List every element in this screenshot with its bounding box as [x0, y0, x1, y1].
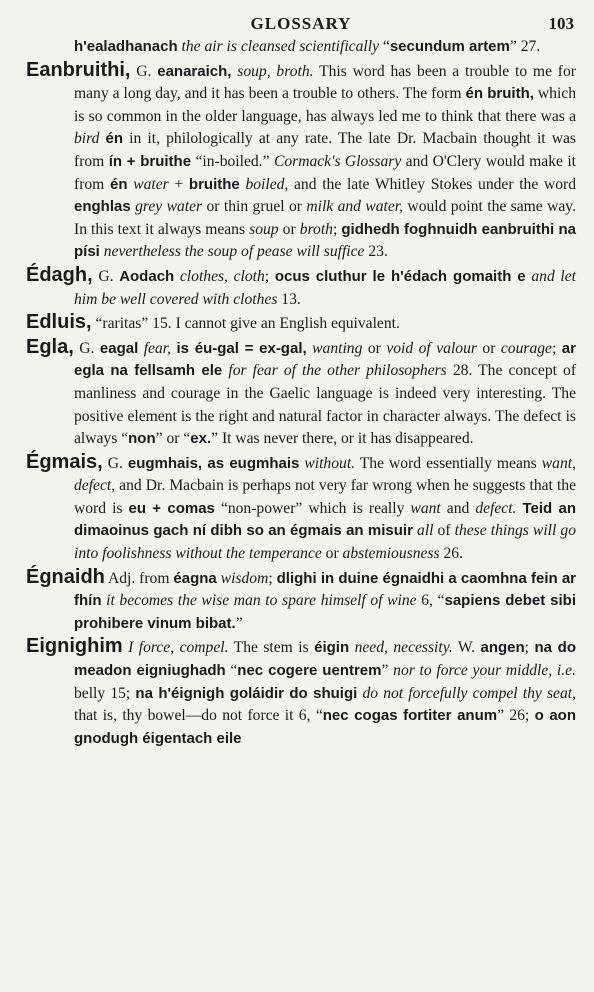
gaelic-text: nec cogas fortiter anum [322, 707, 498, 725]
plain-text: + [168, 175, 189, 193]
glossary-entry-eignighim [26, 635, 576, 750]
plain-text: This word has been a trouble to me for many a long day, and it has been a trouble to others. The form [74, 62, 576, 103]
gaelic-text: eanaraich, [157, 62, 232, 80]
headword: Edluis, [26, 311, 92, 334]
glossary-entry-egla [26, 336, 576, 451]
translation-text: all [417, 522, 434, 540]
translation-text: milk and water, [306, 198, 404, 216]
gaelic-text: non [128, 430, 156, 448]
gaelic-text: eagal [99, 339, 139, 357]
plain-text: G. [73, 339, 100, 357]
translation-text: nor to force your middle, i.e. [393, 662, 576, 680]
plain-text: G. [92, 267, 120, 285]
plain-text: The word essentially means [355, 454, 542, 472]
plain-text: W. [452, 639, 481, 657]
gaelic-text: ar egla na fellsamh ele [74, 339, 576, 380]
plain-text: “ [225, 662, 238, 680]
gaelic-text: bruithe [188, 175, 240, 193]
headword: Égmais, [26, 450, 103, 473]
plain-text: and the late Whitley Stokes under the word [288, 175, 576, 193]
headword: Eanbruithi, [26, 58, 131, 81]
translation-text: do not forcefully compel thy seat, [362, 684, 576, 702]
plain-text: 28. The concept of manliness and courage in the Gaelic language is indeed very interesting. The positive element is the right and natural factor in character always. The defect is always “ [74, 362, 577, 448]
gaelic-text: eu + comas [128, 499, 215, 517]
headword: Égnaidh [26, 565, 105, 588]
plain-text: “non-power” which is really [214, 499, 411, 517]
headword: Egla, [26, 335, 74, 358]
plain-text: which is so common in the older language, has always led me to think that there was a [74, 85, 577, 125]
plain-text: would point the same way. In this text it always means [74, 198, 576, 238]
plain-text: G. [102, 454, 128, 472]
running-title: GLOSSARY [250, 14, 352, 33]
translation-text: for fear of the other philosophers [228, 362, 447, 380]
page-number: 103 [548, 14, 574, 33]
translation-text: bird [74, 130, 100, 148]
plain-text: or [362, 339, 387, 357]
translation-text: it becomes the wise man to spare himself of wine [106, 592, 417, 610]
translation-text: boiled, [245, 175, 289, 193]
translation-text: want, defect, [74, 454, 576, 495]
gaelic-text: éagna [173, 569, 217, 587]
translation-text: the air is cleansed scientifically [181, 38, 379, 55]
plain-text: of [433, 522, 455, 540]
plain-text: ; [268, 569, 277, 587]
plain-text: and O'Clery would make it from [74, 152, 576, 193]
plain-text: that is, thy bowel—do not force it 6, “ [74, 707, 323, 725]
glossary-entry-edluis [26, 311, 576, 336]
plain-text: ; [551, 339, 562, 357]
translation-text: these things will go into foolishness without the temperance [74, 522, 576, 563]
translation-text: defect. [475, 499, 517, 517]
translation-text: without. [304, 454, 356, 472]
gaelic-text: h'ealadhanach [74, 38, 178, 55]
gaelic-text: enghlas [74, 198, 131, 216]
gaelic-text: Teid an dimaoinus gach ní dibh so an égmais an misuir [74, 499, 576, 540]
plain-text: ; [524, 639, 535, 657]
glossary-entry-egnaidh [26, 566, 576, 636]
translation-text: courage [500, 339, 552, 357]
translation-text: I force, compel. [128, 639, 229, 657]
gaelic-text: na h'éignigh goláidir do shuigi [135, 684, 358, 702]
translation-text: soup, broth. [237, 62, 314, 80]
plain-text: 26. [439, 545, 463, 563]
gaelic-text: nec cogere uentrem [237, 662, 382, 680]
plain-text: ” 27. [509, 38, 541, 55]
plain-text: “in-boiled.” [191, 152, 274, 170]
plain-text: or [476, 339, 501, 357]
gaelic-text: gidhedh foghnuidh eanbruithi na písi [74, 220, 577, 261]
translation-text: wisdom [220, 569, 269, 587]
plain-text: ” [235, 614, 243, 632]
translation-text: abstemiousness [342, 545, 440, 563]
plain-text: ” or “ [155, 430, 191, 448]
plain-text: G. [130, 62, 158, 80]
plain-text: ; [332, 220, 342, 238]
gaelic-text: én [110, 175, 128, 193]
glossary-entry-continued [26, 36, 576, 59]
translation-text: Cormack's Glossary [273, 152, 402, 170]
plain-text: belly 15; [74, 684, 136, 702]
page-header [26, 6, 576, 36]
translation-text: wanting [312, 339, 363, 357]
gaelic-text: én bruith, [465, 85, 534, 103]
gaelic-text: Aodach [119, 267, 175, 285]
glossary-entry-edagh [26, 264, 576, 311]
gaelic-text: eugmhais, as eugmhais [127, 454, 300, 472]
translation-text: grey water [135, 198, 203, 216]
gaelic-text: éigin [314, 639, 350, 657]
translation-text: need, necessity. [354, 639, 453, 657]
headword: Édagh, [26, 263, 93, 286]
gaelic-text: na do meadon eigniughadh [74, 639, 576, 680]
headword: Eignighim [26, 635, 123, 658]
gaelic-text: angen [480, 639, 525, 657]
gaelic-text: is éu-gal = ex-gal, [176, 339, 307, 357]
glossary-entry-eanbruithi [26, 59, 576, 264]
translation-text: broth [299, 220, 333, 238]
plain-text: “ [379, 38, 390, 55]
translation-text: void of valour [386, 339, 477, 357]
plain-text: 6, “ [416, 592, 445, 610]
plain-text: “raritas” 15. I cannot give an English equivalent. [91, 315, 400, 333]
gaelic-text: sapiens debet sibi prohibere vinum bibat. [74, 592, 576, 632]
plain-text: The stem is [228, 639, 315, 657]
gaelic-text: ocus cluthur le h'édach gomaith e [274, 267, 526, 285]
translation-text: soup [249, 220, 279, 238]
plain-text: or thin gruel or [202, 198, 307, 216]
plain-text: ; [264, 267, 275, 285]
gaelic-text: dlighi in duine égnaidhi a caomhna fein ar fhín [74, 569, 577, 610]
plain-text: ” [381, 662, 394, 680]
translation-text: and let him be well covered with clothes [74, 267, 576, 308]
translation-text: nevertheless the soup of pease will suffice [103, 243, 365, 261]
plain-text: 23. [364, 243, 388, 261]
plain-text: in it, philologically at any rate. The late Dr. Macbain thought it was from [74, 130, 576, 170]
gaelic-text: o aon gnodugh éigentach eile [74, 707, 577, 747]
plain-text: Adj. from [104, 569, 174, 587]
plain-text: ” It was never there, or it has disappeared. [211, 430, 474, 448]
translation-text: clothes, cloth [179, 267, 265, 285]
gaelic-text: én [105, 130, 124, 148]
plain-text: or [278, 220, 300, 238]
translation-text: fear, [143, 339, 172, 357]
plain-text: 13. [277, 290, 301, 308]
glossary-entry-egmais [26, 451, 576, 566]
plain-text: and [440, 499, 476, 517]
gaelic-text: secundum artem [389, 38, 510, 55]
translation-text: want [410, 499, 441, 517]
gaelic-text: ex. [190, 430, 212, 448]
plain-text: and Dr. Macbain is perhaps not very far wrong when he suggests that the word is [74, 477, 576, 517]
plain-text: ” 26; [497, 707, 535, 725]
gaelic-text: ín + bruithe [108, 152, 192, 170]
plain-text: or [321, 545, 343, 563]
translation-text: water [133, 175, 169, 193]
